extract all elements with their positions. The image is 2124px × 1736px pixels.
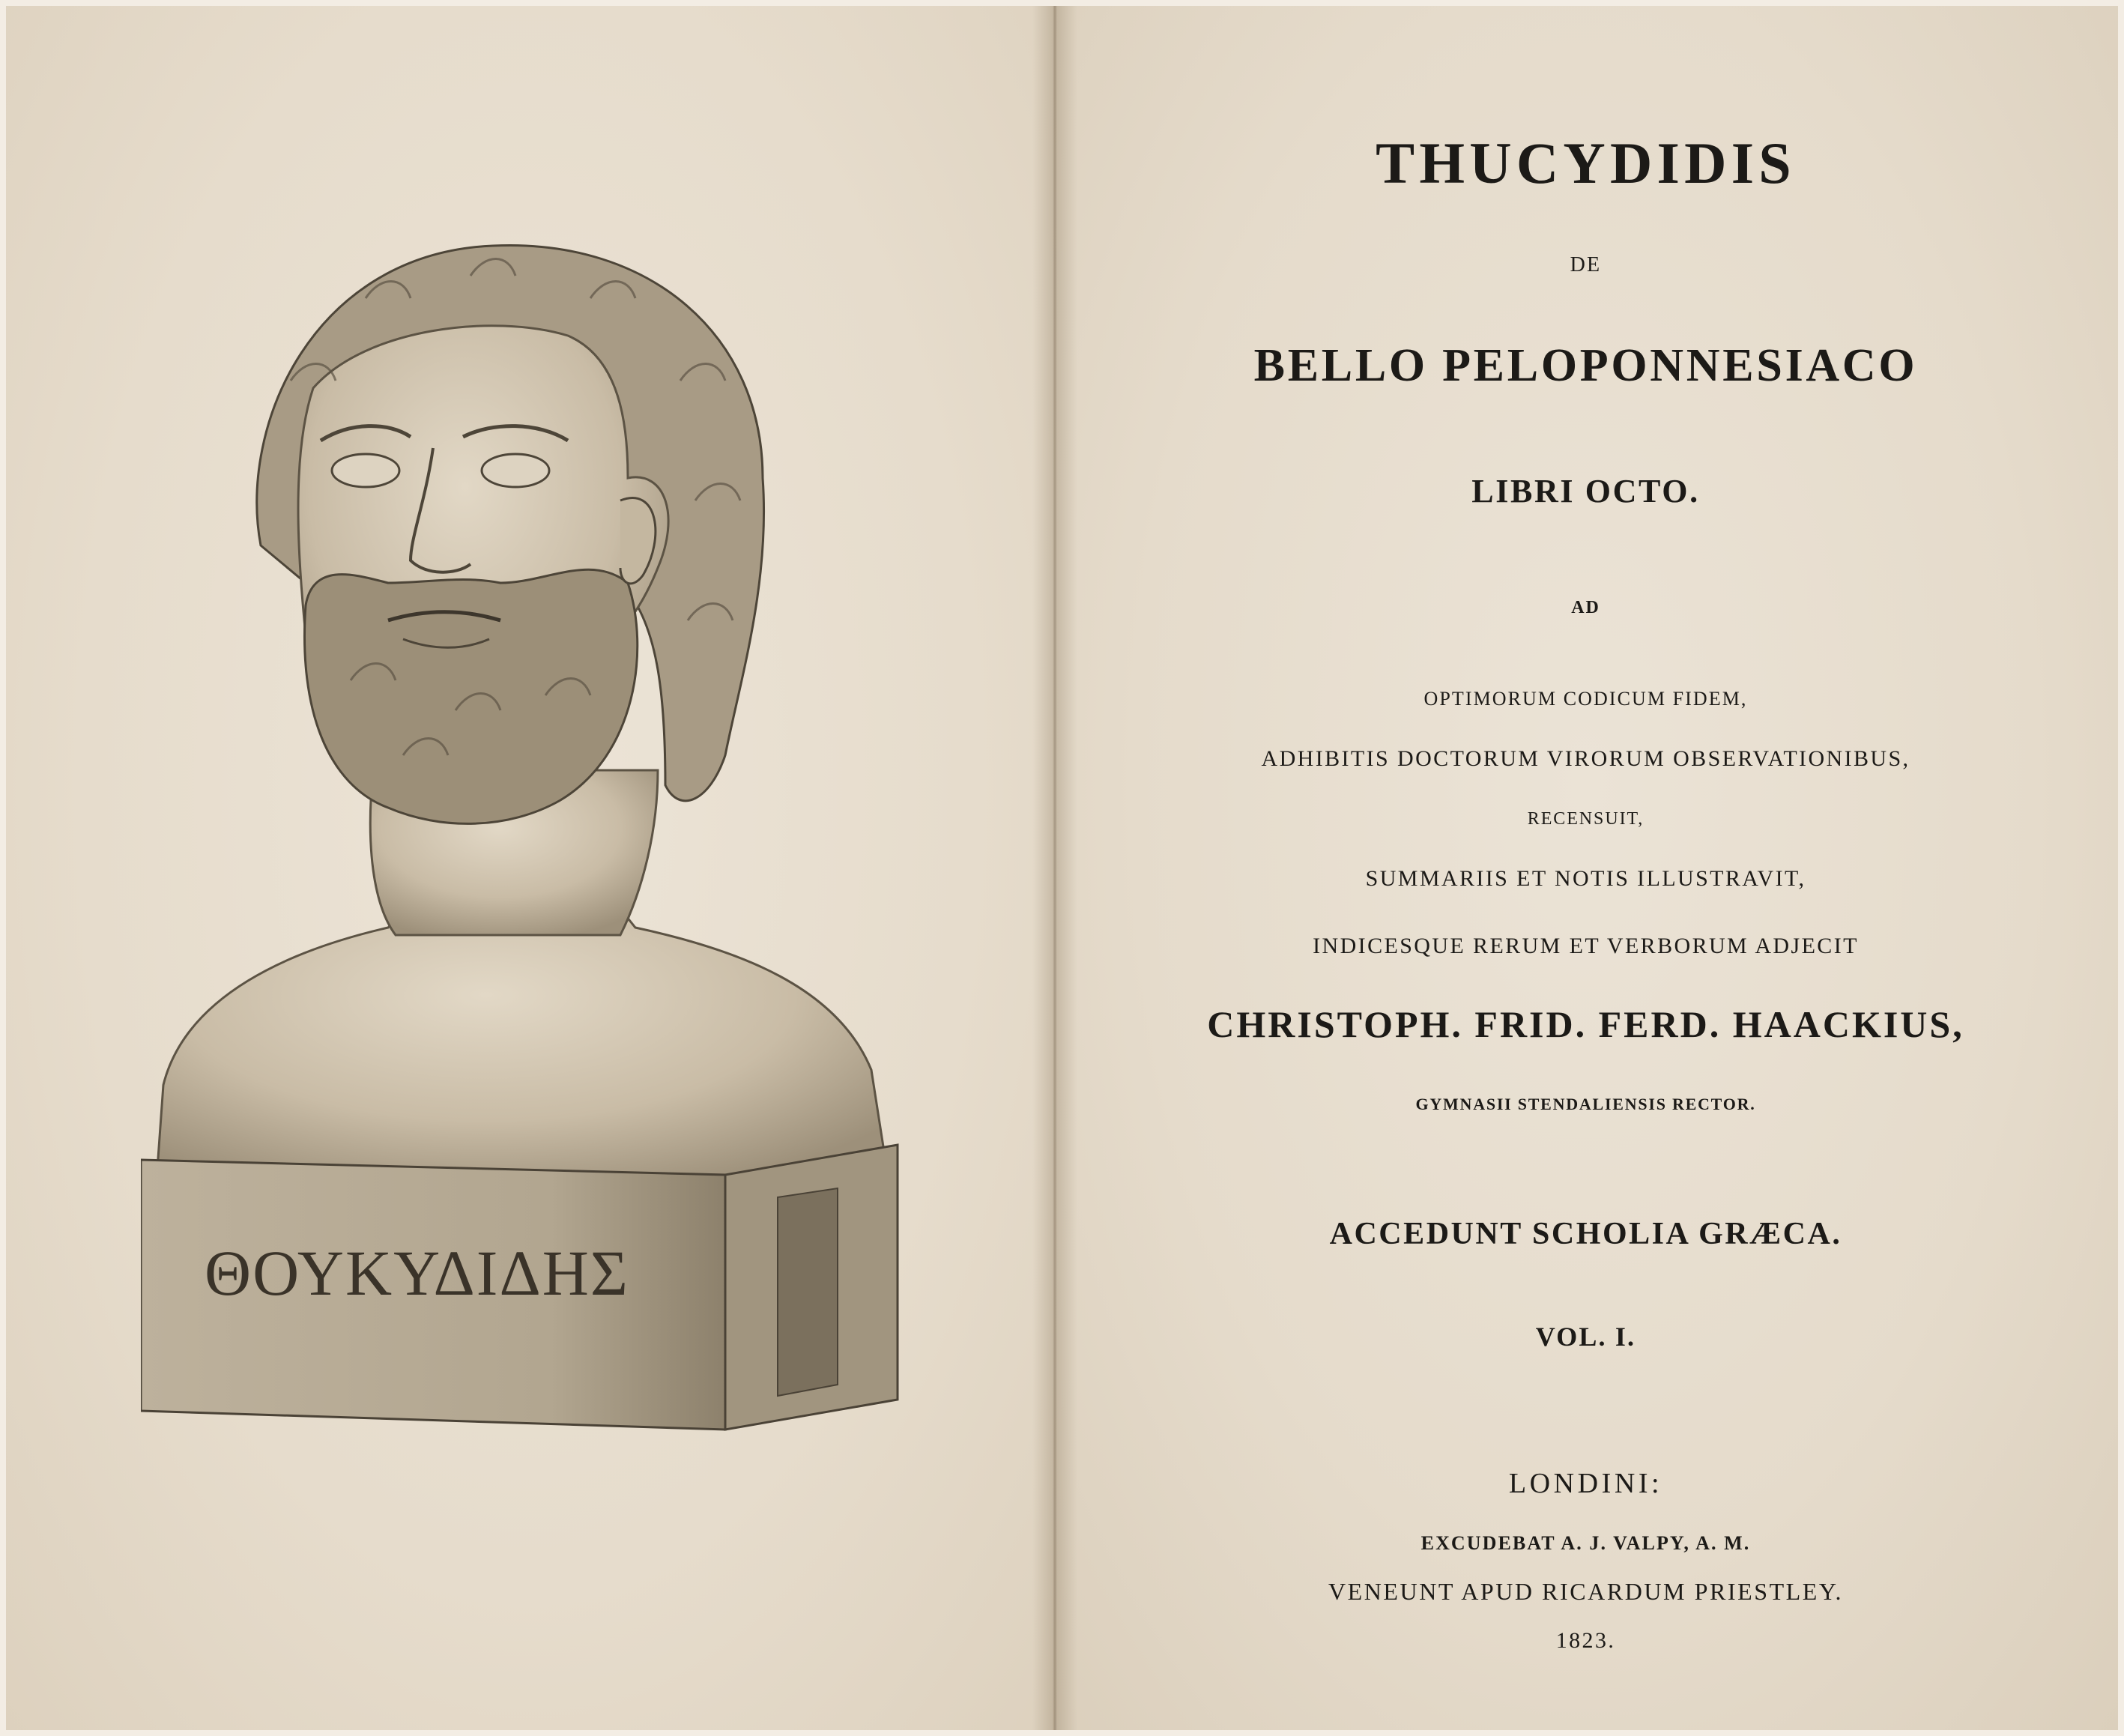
books-line: LIBRI OCTO.	[1471, 473, 1700, 509]
volume-line: VOL. I.	[1535, 1322, 1636, 1352]
recensuit-line: RECENSUIT,	[1527, 809, 1645, 829]
year-line: 1823.	[1555, 1628, 1616, 1653]
scholia-line: ACCEDUNT SCHOLIA GRÆCA.	[1329, 1217, 1842, 1251]
summariis-line: SUMMARIIS ET NOTIS ILLUSTRAVIT,	[1365, 866, 1806, 891]
editor-role: GYMNASII STENDALIENSIS RECTOR.	[1415, 1095, 1756, 1113]
observationibus-line: ADHIBITIS DOCTORUM VIRORUM OBSERVATIONIBUS,	[1261, 746, 1910, 771]
indices-line: INDICESQUE RERUM ET VERBORUM ADJECIT	[1313, 934, 1859, 958]
work-title: BELLO PELOPONNESIACO	[1253, 340, 1918, 391]
title-page-text	[1053, 6, 2118, 1730]
editor-name: CHRISTOPH. FRID. FERD. HAACKIUS,	[1207, 1003, 1964, 1045]
ad-line: AD	[1571, 598, 1600, 617]
de-line: DE	[1570, 253, 1602, 276]
place-line: LONDINI:	[1508, 1468, 1663, 1499]
thucydides-bust-engraving	[141, 231, 920, 1445]
frontispiece-page	[6, 6, 1053, 1730]
printer-line: EXCUDEBAT A. J. VALPY, A. M.	[1420, 1532, 1751, 1554]
seller-line: VENEUNT APUD RICARDUM PRIESTLEY.	[1328, 1578, 1843, 1605]
book-spread	[6, 6, 2118, 1730]
codicum-line: OPTIMORUM CODICUM FIDEM,	[1423, 688, 1748, 710]
author-heading: THUCYDIDIS	[1376, 130, 1796, 196]
bust-inscription: ΘΟΥΚΥΔΙΔΗΣ	[205, 1237, 629, 1309]
